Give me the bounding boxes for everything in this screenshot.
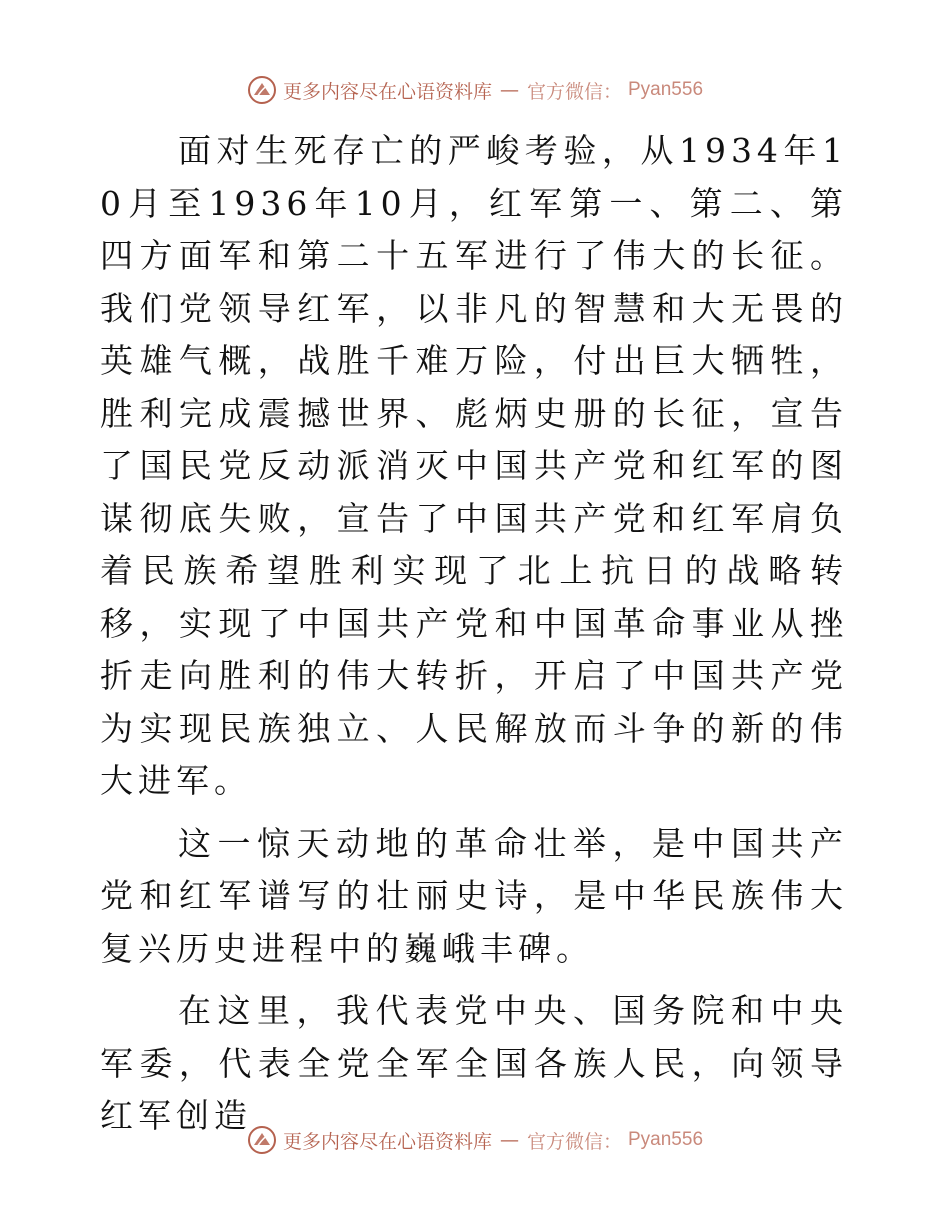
body-paragraph: 这一惊天动地的革命壮举，是中国共产党和红军谱写的壮丽史诗，是中华民族伟大复兴历史进程中的巍峨丰碑。 <box>100 823 848 968</box>
body-paragraph: 在这里，我代表党中央、国务院和中央军委，代表全党全军全国各族人民，向领导红军创造 <box>100 991 848 1135</box>
header-watermark <box>0 70 950 110</box>
watermark-separator: — <box>499 1129 519 1151</box>
body-paragraph: 面对生死存亡的严峻考验，从1934年10月至1936年10月，红军第一、第二、第四方面军和第二十五军进行了伟大的长征。我们党领导红军，以非凡的智慧和大无畏的英雄气概，战胜千难万险，付出巨大牺牲，胜利完成震撼世界、彪炳史册的长征，宣告了国民党反动派消灭中国共产党和红军的图谋彻底失败，宣告了中国共产党和红军肩负着民族希望胜利实现了北上抗日的战略转移，实现了中国共产党和中国革命事业从挫折走向胜利的伟大转折，开启了中国共产党为实现民族独立、人民解放而斗争的新的伟大进军。 <box>100 131 848 800</box>
document-body <box>100 125 848 1153</box>
footer-watermark <box>0 1120 950 1160</box>
watermark-text: 更多内容尽在心语资料库 <box>282 1130 492 1153</box>
seal-logo-icon <box>247 1125 277 1155</box>
watermark-wechat-id: Pyan556 <box>628 1129 704 1150</box>
watermark-separator: — <box>499 79 519 101</box>
watermark-wechat-label: 官方微信： <box>526 80 622 103</box>
watermark-text: 更多内容尽在心语资料库 <box>282 80 492 103</box>
watermark-wechat-id: Pyan556 <box>628 79 704 100</box>
seal-logo-icon <box>247 75 277 105</box>
watermark-wechat-label: 官方微信： <box>526 1130 622 1153</box>
